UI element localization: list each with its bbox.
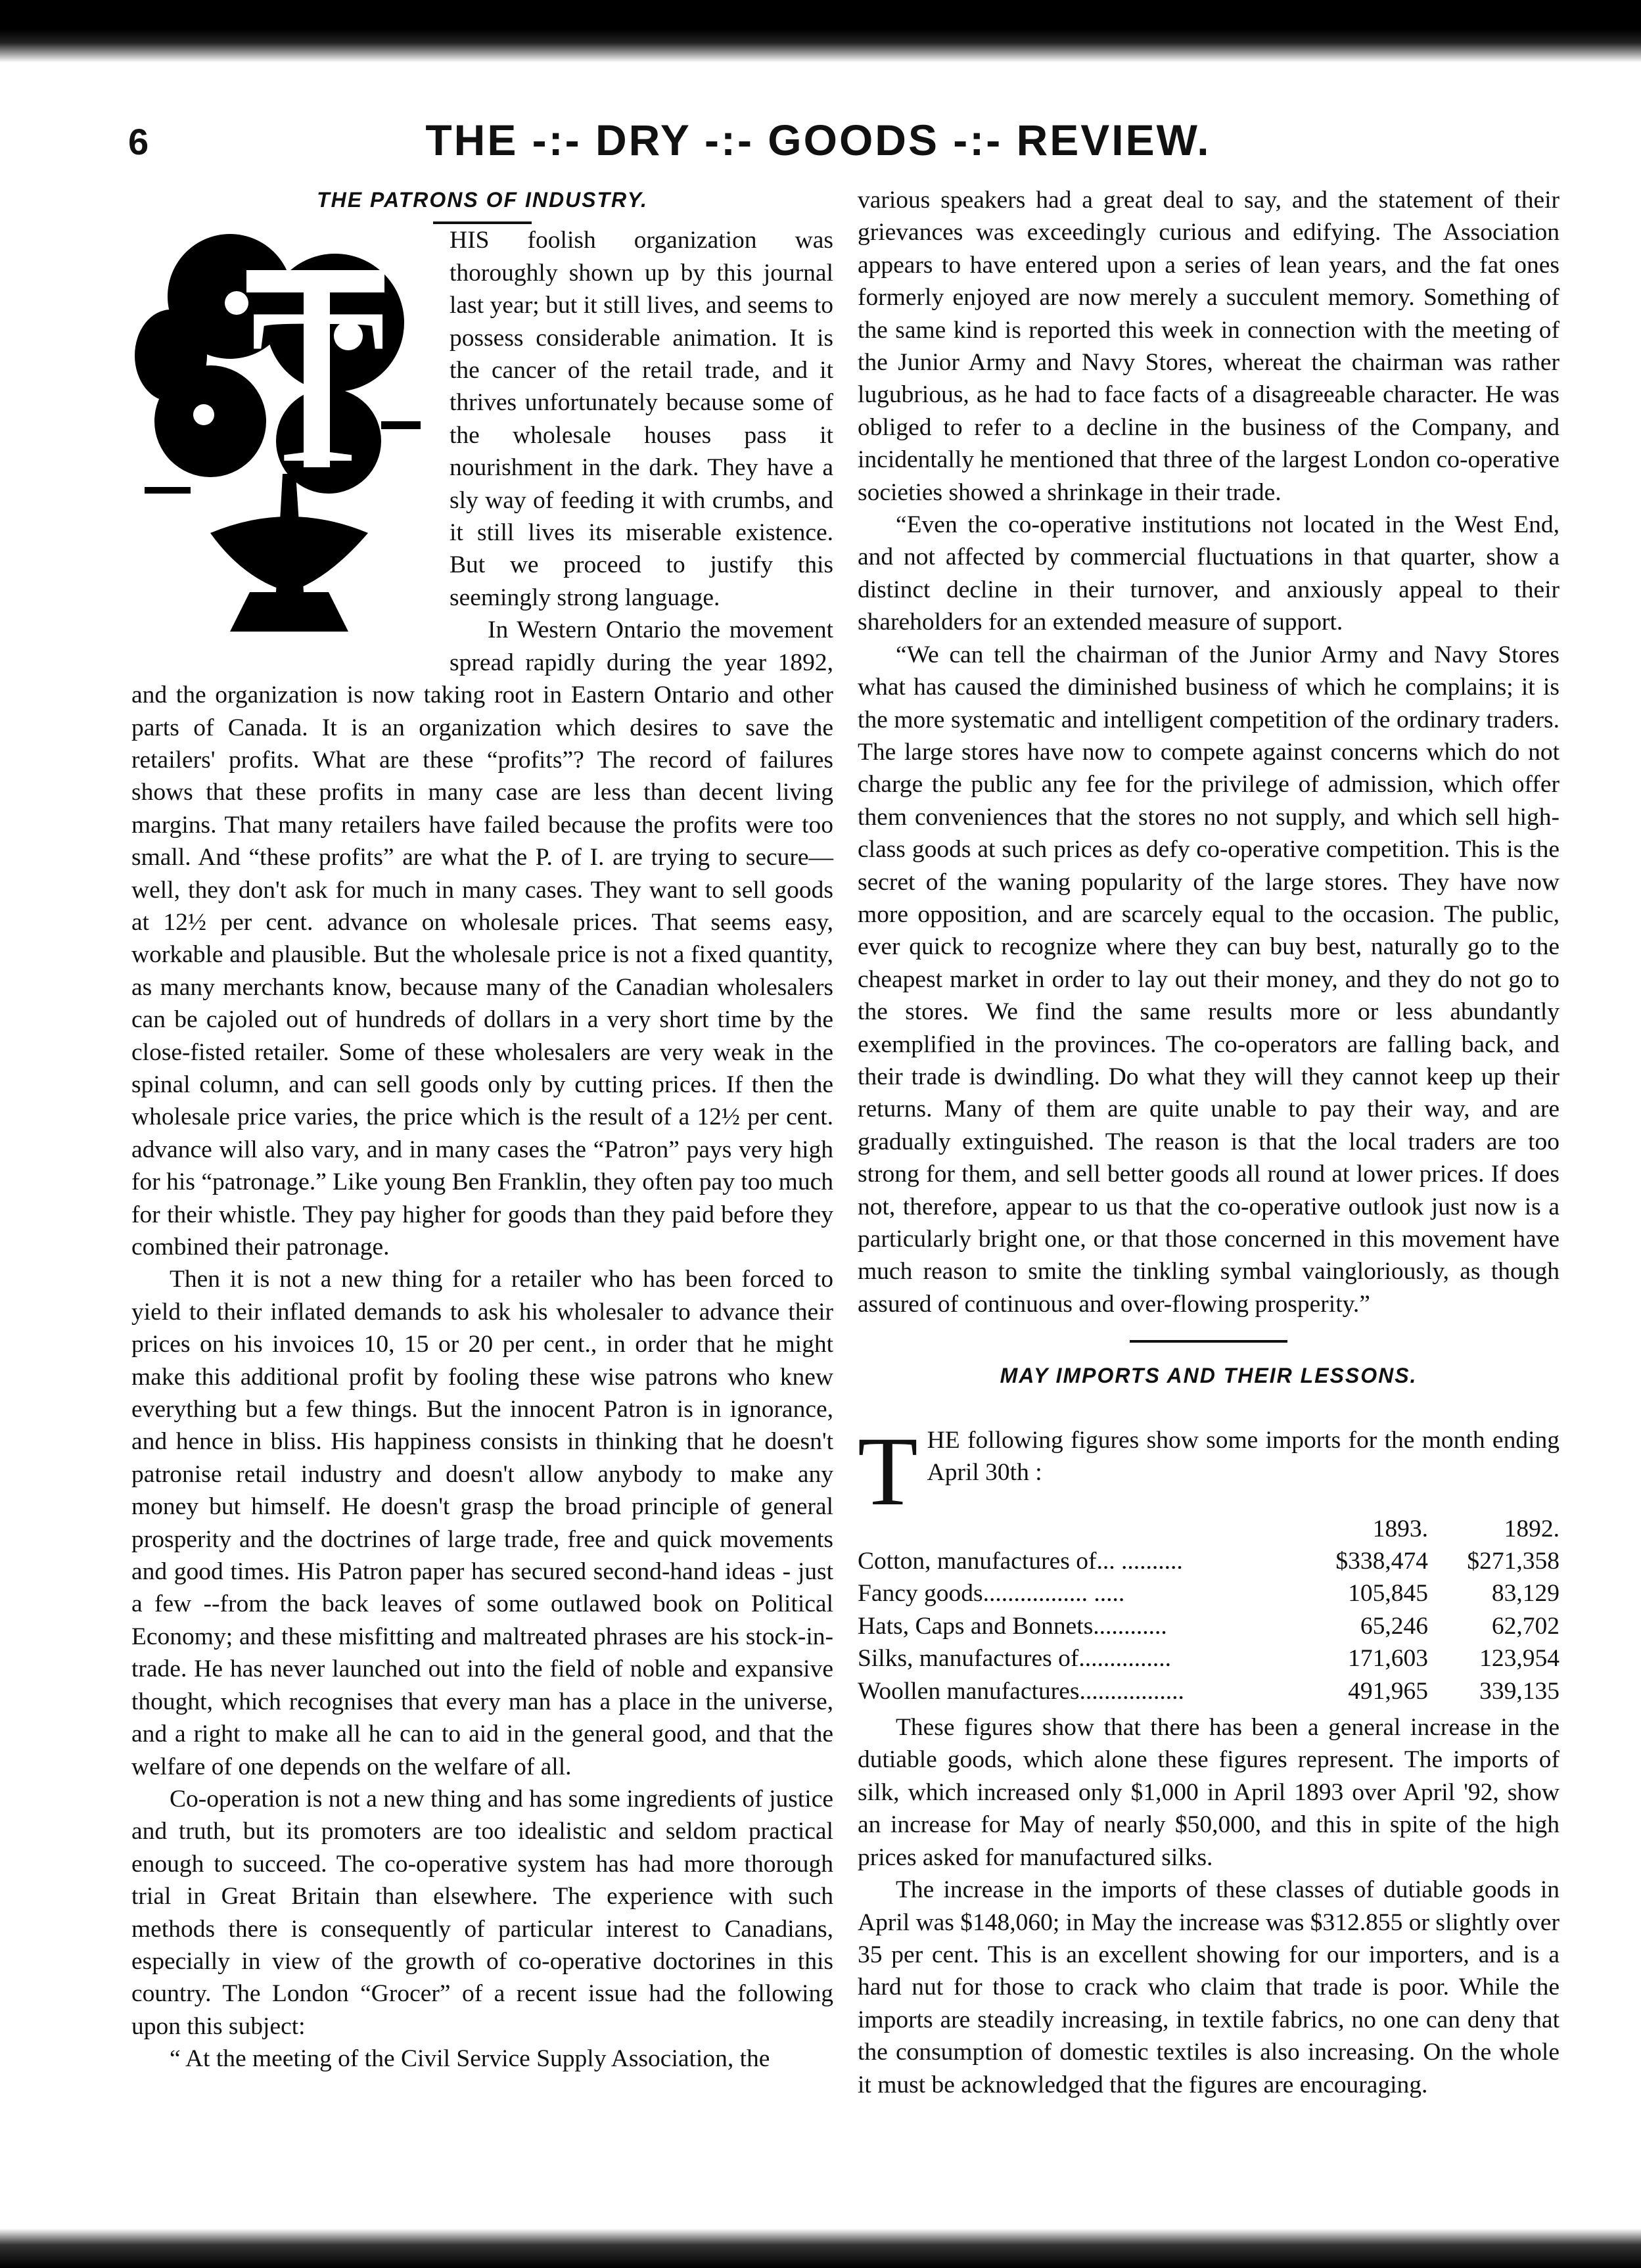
scan-top-edge — [0, 0, 1641, 62]
table-row — [858, 1545, 1560, 1577]
value-1893: $338,474 — [1335, 1548, 1428, 1575]
patrons-paragraph-5: “ At the meeting of the Civil Service Supply Association, the — [170, 2045, 770, 2073]
heading-spacer — [858, 1398, 1560, 1424]
left-column — [131, 184, 833, 2075]
article-heading-imports: MAY IMPORTS AND THEIR LESSONS. — [1000, 1364, 1418, 1388]
row-label: Cotton, manufactures of... .......... — [858, 1548, 1183, 1575]
page-number: 6 — [128, 121, 149, 162]
value-1892: 123,954 — [1479, 1645, 1560, 1673]
row-label: Fancy goods................. ..... — [858, 1580, 1125, 1608]
section-divider-rule — [1130, 1340, 1287, 1343]
value-1892: 83,129 — [1491, 1580, 1560, 1608]
table-row — [858, 1577, 1560, 1609]
quote-paragraph-1: various speakers had a great deal to say, and the statement of their grievances was exceedingly curious and edifying. The Association appears to have entered upon a series of lean years, and the fat ones formerly enjoyed are now merely a succulent memory. Something of the same kind is reported this week in connection with the meeting of the Junior Army and Navy Stores, whereat the chairman was rather lugubrious, as he had to face facts of a disagreeable character. He was obliged to refer to a decline in the business of the Company, and incidentally he mentioned that three of the largest London co-operative societies showed a shrinkage in their trade. — [858, 187, 1560, 506]
value-1892: $271,358 — [1467, 1548, 1560, 1575]
imports-intro: HE following figures show some imports for the month ending April 30th : — [927, 1426, 1560, 1487]
year-header-1893: 1893. — [1372, 1515, 1428, 1542]
quote-paragraph-2: “Even the co-operative institutions not located in the West End, and not affected by commercial fluctuations in that quarter, show a distinct decline in their turnover, and anxiously appeal to their shareholders for an extended measure of support. — [858, 511, 1560, 636]
quote-paragraph-3: “We can tell the chairman of the Junior Army and Navy Stores what has caused the diminished business of which he complains; it is the more systematic and intelligent competition of the ordinary traders. The large stores have now to compete against concerns which do not charge the public any fee for the privilege of admission, which offer them conveniences that the stores no not supply, and which sell high-class goods at such prices as defy co-operative competition. This is the secret of the waning popularity of the large stores. They have now more opposition, and are scarcely equal to the occasion. The public, ever quick to recognize where they can buy best, naturally go to the cheapest market in order to lay out their money, and they do not go to the stores. We find the same results more or less abundantly exemplified in the provinces. The co-operators are falling back, and their trade is dwindling. Do what they will they cannot keep up their returns. Many of them are quite unable to pay their way, and are gradually extinguished. The reason is that the local traders are too strong for them, and sell better goods all round at lower prices. If does not, therefore, appear to us that the co-operative outlook just now is a particularly bright one, or that those concerned in this movement have much reason to smite the tinkling symbal vaingloriously, as though assured of continuous and over-flowing prosperity.” — [858, 641, 1560, 1318]
value-1892: 339,135 — [1479, 1677, 1560, 1705]
floral-dropcap-illustration — [131, 224, 434, 645]
imports-paragraph-2: The increase in the imports of these classes of dutiable goods in April was $148,060; in May the increase was $312.855 or slightly over 35 per cent. This is an excellent showing for our importers, and is a hard nut for those to crack who claim that trade is poor. While the imports are steadily increasing, in textile fabrics, no one can deny that the consumption of domestic textiles is also increasing. On the whole it must be acknowledged that the figures are encouraging. — [858, 1876, 1560, 2098]
table-row — [858, 1610, 1560, 1642]
journal-title: THE -:- DRY -:- GOODS -:- REVIEW. — [425, 116, 1211, 164]
table-header-row — [858, 1513, 1560, 1545]
scan-bottom-edge — [0, 2229, 1641, 2268]
row-label: Silks, manufactures of............... — [858, 1645, 1172, 1673]
patrons-paragraph-2: In Western Ontario the movement spread rapidly during the year 1892, and the organization is now taking root in Eastern Ontario and other parts of Canada. It is an organization which desires to save the retailers' profits. What are these “profits”? The record of failures shows that these profits in many case are less than decent living margins. That many retailers have failed because the profits were too small. And “these profits” are what the P. of I. are trying to secure—well, they don't ask for much in many cases. They want to sell goods at 12½ per cent. advance on wholesale prices. That seems easy, workable and plausible. But the wholesale price is not a fixed quantity, as many merchants know, because many of the Canadian wholesalers can be cajoled out of hundreds of dollars in a very short time by the close-fisted retailer. Some of these wholesalers are very weak in the spinal column, and can sell goods only by cutting prices. If then the wholesale price varies, the price which is the result of a 12½ per cent. advance will also vary, and in many cases the “Patron” pays very high for his “patronage.” Like young Ben Franklin, they often pay too much for their whistle. They pay higher for goods than they paid before they combined their patronage. — [131, 616, 833, 1261]
row-label: Hats, Caps and Bonnets............ — [858, 1612, 1167, 1640]
patrons-paragraph-1: HIS foolish organization was thoroughly shown up by this journal last year; but it still lives, and seems to possess considerable animation. It is the cancer of the retail trade, and it thrives unfortunately because some of the wholesale houses pass it nourishment in the dark. They have a sly way of feeding it with crumbs, and it still lives its miserable existence. But we proceed to justify this seemingly strong language. — [450, 227, 833, 611]
imports-paragraph-1: These figures show that there has been a general increase in the dutiable goods, which alone these figures represent. The imports of silk, which increased only $1,000 in April 1893 over April '92, show an increase for May of nearly $50,000, and this in spite of the high prices asked for manufactured silks. — [858, 1714, 1560, 1871]
year-header-1892: 1892. — [1504, 1515, 1560, 1542]
row-label: Woollen manufactures................. — [858, 1677, 1184, 1705]
value-1893: 105,845 — [1348, 1580, 1428, 1608]
table-row — [858, 1675, 1560, 1707]
value-1893: 65,246 — [1360, 1612, 1428, 1640]
dropcap-letter-imports: T — [858, 1416, 918, 1526]
page-header — [105, 115, 1531, 174]
value-1893: 171,603 — [1348, 1645, 1428, 1673]
value-1892: 62,702 — [1491, 1612, 1560, 1640]
article-heading-patrons: THE PATRONS OF INDUSTRY. — [317, 188, 648, 212]
patrons-paragraph-4: Co-operation is not a new thing and has some ingredients of justice and truth, but its promoters are too idealistic and seldom practical enough to succeed. The co-operative system has had more thorough trial in Great Britain than elsewhere. The experience with such methods there is consequently of particular interest to Canadians, especially in view of the growth of co-operative doctorines in this country. The London “Grocer” of a recent issue had the following upon this subject: — [131, 1785, 833, 2040]
table-row — [858, 1642, 1560, 1675]
dropcap-letter-in-figure: T — [250, 262, 386, 510]
right-column — [858, 184, 1560, 2101]
value-1893: 491,965 — [1348, 1677, 1428, 1705]
imports-table — [858, 1513, 1560, 1707]
patrons-paragraph-3: Then it is not a new thing for a retailer who has been forced to yield to their inflated demands to ask his wholesaler to advance their prices on his invoices 10, 15 or 20 per cent., in order that he might make this additional profit by fooling these wise patrons who knew everything but a few things. But the innocent Patron is in ignorance, and hence in bliss. His happiness consists in thinking that he doesn't patronise retail industry and doesn't allow anybody to make any money but himself. He doesn't grasp the broad principle of general prosperity and the doctrines of large trade, free and quick movements and good times. His Patron paper has secured second-hand ideas - just a few --from the back leaves of some outlawed book on Political Economy; and these misfitting and maltreated phrases are his stock-in-trade. He has never launched out into the field of noble and expansive thought, which recognises that every man has a place in the universe, and a right to make all he can to aid in the general good, and that the welfare of one depends on the welfare of all. — [131, 1266, 833, 1780]
